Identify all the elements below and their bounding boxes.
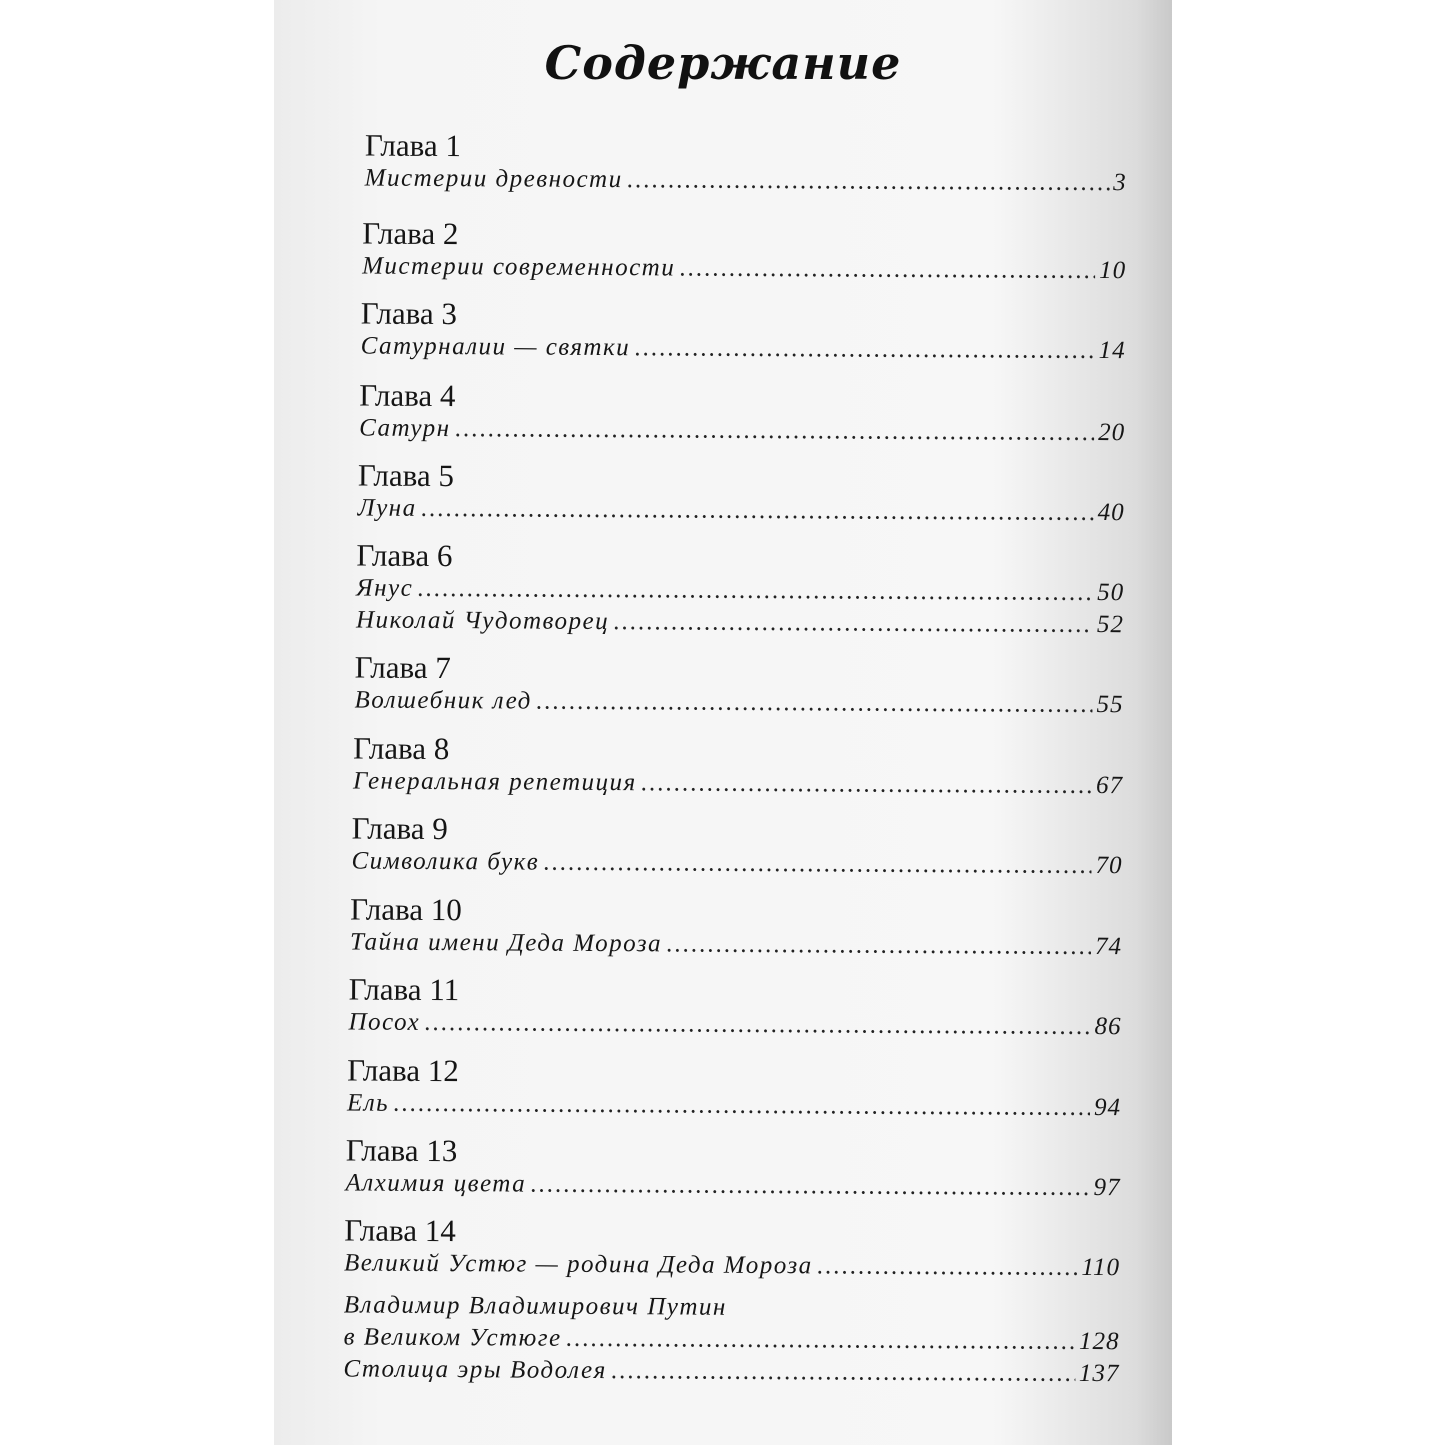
toc-page-number: 67 <box>1095 772 1124 800</box>
dot-leader <box>393 1088 1090 1124</box>
toc-entry[interactable] <box>356 605 1124 642</box>
toc-entry-title: Николай Чудотворец <box>355 606 610 636</box>
table-of-contents <box>274 127 1127 1388</box>
toc-chapter <box>361 297 1126 368</box>
toc-entry[interactable] <box>354 685 1123 722</box>
chapter-heading: Глава 5 <box>357 457 455 494</box>
chapter-heading: Глава 8 <box>353 730 450 767</box>
toc-entry-title: Алхимия цвета <box>345 1169 527 1198</box>
toc-entry[interactable] <box>350 926 1122 963</box>
dot-leader <box>417 573 1093 609</box>
toc-chapter <box>353 731 1123 802</box>
toc-chapter <box>350 892 1122 963</box>
toc-chapter <box>347 1053 1121 1124</box>
toc-page-number: 128 <box>1079 1327 1120 1356</box>
chapter-heading: Глава 14 <box>344 1212 456 1249</box>
dot-leader <box>424 1007 1091 1043</box>
toc-entry[interactable] <box>353 765 1123 802</box>
toc-page-number: 86 <box>1094 1013 1122 1041</box>
toc-entry-title: Сатурналии — святки <box>360 332 631 362</box>
dot-leader <box>627 164 1110 199</box>
toc-page-number: 50 <box>1097 579 1125 607</box>
dot-leader <box>566 1323 1076 1358</box>
toc-chapter <box>362 217 1126 288</box>
chapter-heading: Глава 1 <box>364 127 462 164</box>
toc-entry[interactable] <box>344 1321 1120 1358</box>
dot-leader <box>613 606 1093 641</box>
toc-page-number: 55 <box>1096 691 1124 719</box>
toc-entry-title: Генеральная репетиция <box>352 767 637 797</box>
toc-entry[interactable] <box>351 845 1122 882</box>
toc-entry[interactable] <box>361 331 1126 368</box>
toc-entry-title: Символика букв <box>351 847 540 876</box>
toc-page-number: 94 <box>1093 1094 1122 1122</box>
dot-leader <box>611 1355 1075 1390</box>
toc-page-number: 14 <box>1098 337 1126 365</box>
chapter-heading: Глава 4 <box>359 377 456 414</box>
chapter-heading: Глава 10 <box>350 891 462 928</box>
chapter-heading: Глава 3 <box>360 295 458 332</box>
toc-chapter <box>351 811 1122 882</box>
toc-entry[interactable] <box>348 1006 1121 1043</box>
dot-leader <box>634 332 1095 367</box>
chapter-heading: Глава 12 <box>347 1052 459 1089</box>
book-page <box>274 0 1172 1445</box>
toc-chapter <box>358 459 1125 530</box>
toc-chapter <box>343 1213 1120 1390</box>
toc-page-number: 40 <box>1097 499 1125 527</box>
toc-page-number: 74 <box>1094 933 1123 961</box>
toc-entry[interactable] <box>345 1167 1120 1204</box>
dot-leader <box>530 1169 1090 1204</box>
toc-entry-title: в Великом Устюге <box>343 1323 562 1352</box>
toc-entry-title: Мистерии современности <box>362 252 676 282</box>
toc-chapter <box>365 129 1127 200</box>
toc-entry-title: Мистерии древности <box>364 164 623 194</box>
dot-leader <box>641 767 1093 802</box>
toc-entry-title: Сатурн <box>359 414 451 443</box>
toc-page-number: 70 <box>1095 852 1123 880</box>
dot-leader <box>666 928 1091 963</box>
toc-page-number: 52 <box>1096 611 1125 639</box>
toc-entry[interactable] <box>343 1353 1119 1390</box>
toc-page-number: 3 <box>1113 169 1127 197</box>
toc-page-number: 97 <box>1093 1174 1121 1202</box>
dot-leader <box>679 252 1095 287</box>
chapter-heading: Глава 11 <box>348 971 460 1008</box>
toc-page-number: 20 <box>1098 419 1126 447</box>
toc-entry-title: Ель <box>346 1089 390 1117</box>
toc-chapter <box>359 379 1125 450</box>
dot-leader <box>421 493 1094 529</box>
dot-leader <box>536 686 1093 721</box>
chapter-heading: Глава 2 <box>362 215 459 252</box>
toc-entry-title: Столица эры Водолея <box>343 1355 607 1385</box>
chapter-heading: Глава 6 <box>356 537 453 574</box>
toc-entry[interactable] <box>362 251 1126 288</box>
toc-entry-title: Посох <box>348 1008 421 1036</box>
toc-chapter <box>348 972 1121 1043</box>
toc-page-number: 110 <box>1081 1253 1121 1282</box>
dot-leader <box>543 847 1092 882</box>
toc-chapter <box>345 1133 1120 1204</box>
toc-entry[interactable] <box>347 1087 1121 1124</box>
toc-entry[interactable] <box>344 1247 1120 1284</box>
toc-entry-title: Великий Устюг — родина Деда Мороза <box>343 1249 813 1280</box>
toc-page-number: 137 <box>1078 1359 1120 1388</box>
toc-entry-title: Луна <box>357 494 417 522</box>
chapter-heading: Глава 7 <box>354 649 451 686</box>
toc-entry-title-line: Владимир Владимирович Путин <box>343 1291 727 1321</box>
toc-title: Содержание <box>544 36 902 90</box>
toc-page-number: 10 <box>1099 257 1127 285</box>
toc-entry-title: Тайна имени Деда Мороза <box>349 928 663 958</box>
toc-chapter <box>356 539 1125 642</box>
toc-entry[interactable] <box>365 163 1127 200</box>
dot-leader <box>455 413 1095 449</box>
toc-chapter <box>354 651 1123 722</box>
toc-entry[interactable] <box>358 493 1125 530</box>
chapter-heading: Глава 13 <box>345 1132 458 1169</box>
toc-entry[interactable] <box>356 573 1124 610</box>
toc-entry[interactable] <box>359 413 1125 450</box>
toc-entry-title: Янус <box>356 574 414 602</box>
toc-entry-title: Волшебник лед <box>354 686 532 715</box>
chapter-heading: Глава 9 <box>351 810 448 847</box>
dot-leader <box>817 1250 1078 1284</box>
